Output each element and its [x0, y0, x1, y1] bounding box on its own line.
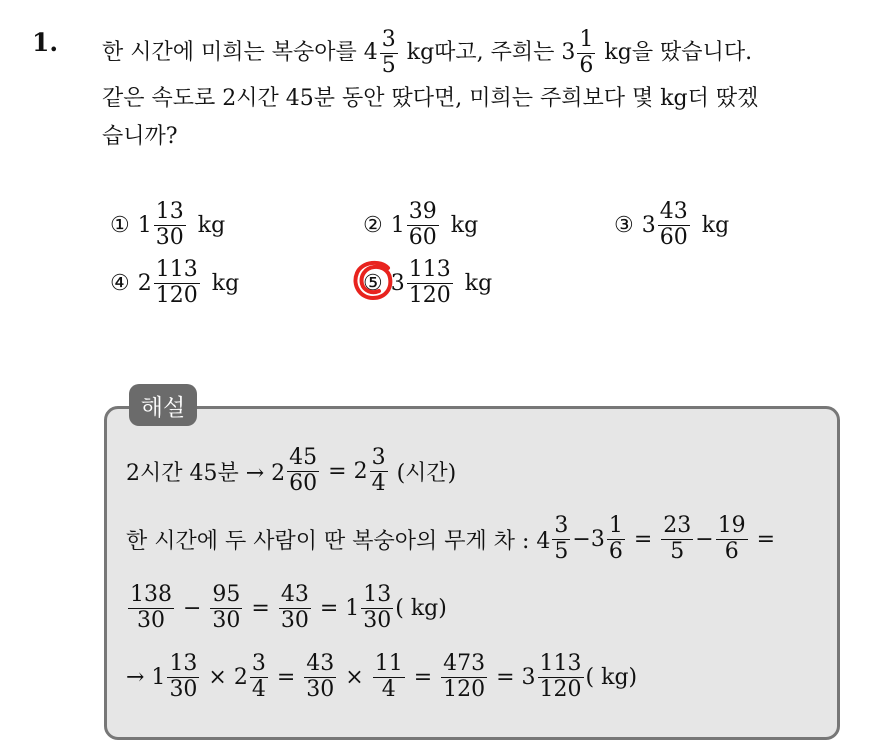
fraction: $\frac{3}{4}$ [251, 651, 266, 702]
fraction: $\frac{11}{4}$ [374, 651, 403, 702]
fraction: $\frac{138}{30}$ [130, 582, 172, 633]
question-text: kg따고, 주희는 [399, 40, 562, 66]
fraction: $\frac{1}{6}$ [579, 27, 594, 78]
question-line-2: 같은 속도로 2시간 45분 동안 땄다면, 미희는 주희보다 몇 kg더 땄겠 [102, 86, 759, 111]
choice-marker: ② [363, 212, 383, 238]
solution-line-4: → 1 $\frac{13}{30}$ × 2 $\frac{3}{4}$ = $\frac{43}{30}$ × $\frac{11}{4}$ = $\frac{473}{120}$ = 3 $\frac{113}{120}$ ( kg) [126, 651, 638, 702]
choice-1[interactable]: ① 1 $\frac{13}{30}$ kg [110, 199, 226, 250]
fraction: $\frac{13}{30}$ [169, 651, 198, 702]
question-text: 한 시간에 미희는 복숭아를 [102, 40, 364, 66]
choice-marker: ③ [614, 212, 634, 238]
fraction: $\frac{45}{60}$ [289, 445, 318, 496]
mixed-whole: 4 [363, 40, 378, 66]
solution-line-1: 2시간 45분 → 2 $\frac{45}{60}$ = 2 $\frac{3}{4}$ (시간) [126, 445, 457, 496]
fraction: $\frac{473}{120}$ [443, 651, 486, 702]
fraction: $\frac{113}{120}$ [408, 257, 451, 308]
solution-line-2: 한 시간에 두 사람이 딴 복숭아의 무게 차 : 4 $\frac{3}{5}$ −3 $\frac{1}{6}$ = $\frac{23}{5}$ − $\frac{19}{6}$ = [126, 513, 776, 564]
fraction: $\frac{95}{30}$ [212, 582, 241, 633]
fraction: $\frac{1}{6}$ [608, 513, 623, 564]
choice-2[interactable]: ② 1 $\frac{39}{60}$ kg [363, 199, 479, 250]
choice-4[interactable]: ④ 2 $\frac{113}{120}$ kg [110, 257, 240, 308]
mixed-whole: 3 [561, 40, 576, 66]
fraction: $\frac{23}{5}$ [663, 513, 692, 564]
question-line-1 [102, 28, 752, 78]
fraction: $\frac{13}{30}$ [155, 199, 184, 250]
fraction: $\frac{113}{120}$ [539, 651, 582, 702]
fraction: $\frac{3}{5}$ [554, 513, 569, 564]
choice-marker: ① [110, 212, 130, 238]
choice-5[interactable]: ⑤ 3 $\frac{113}{120}$ kg [363, 257, 493, 308]
fraction: $\frac{43}{60}$ [659, 199, 688, 250]
fraction: $\frac{113}{120}$ [155, 257, 198, 308]
solution-line-3: $\frac{138}{30}$ − $\frac{95}{30}$ = $\frac{43}{30}$ = 1 $\frac{13}{30}$ ( kg) [130, 582, 447, 633]
fraction: $\frac{43}{30}$ [306, 651, 335, 702]
choice-marker: ④ [110, 270, 130, 296]
choice-marker: ⑤ [363, 270, 383, 296]
fraction: $\frac{3}{5}$ [381, 27, 396, 78]
fraction: $\frac{3}{4}$ [371, 445, 386, 496]
question-number: 1. [32, 28, 59, 57]
choice-3[interactable]: ③ 3 $\frac{43}{60}$ kg [614, 199, 730, 250]
fraction: $\frac{39}{60}$ [408, 199, 437, 250]
solution-tag: 해설 [129, 384, 197, 426]
question-text: kg을 땄습니다. [597, 40, 753, 66]
answer-mark-icon [350, 258, 400, 306]
fraction: $\frac{13}{30}$ [363, 582, 392, 633]
fraction: $\frac{19}{6}$ [717, 513, 746, 564]
question-line-3: 습니까? [102, 124, 178, 149]
fraction: $\frac{43}{30}$ [280, 582, 309, 633]
